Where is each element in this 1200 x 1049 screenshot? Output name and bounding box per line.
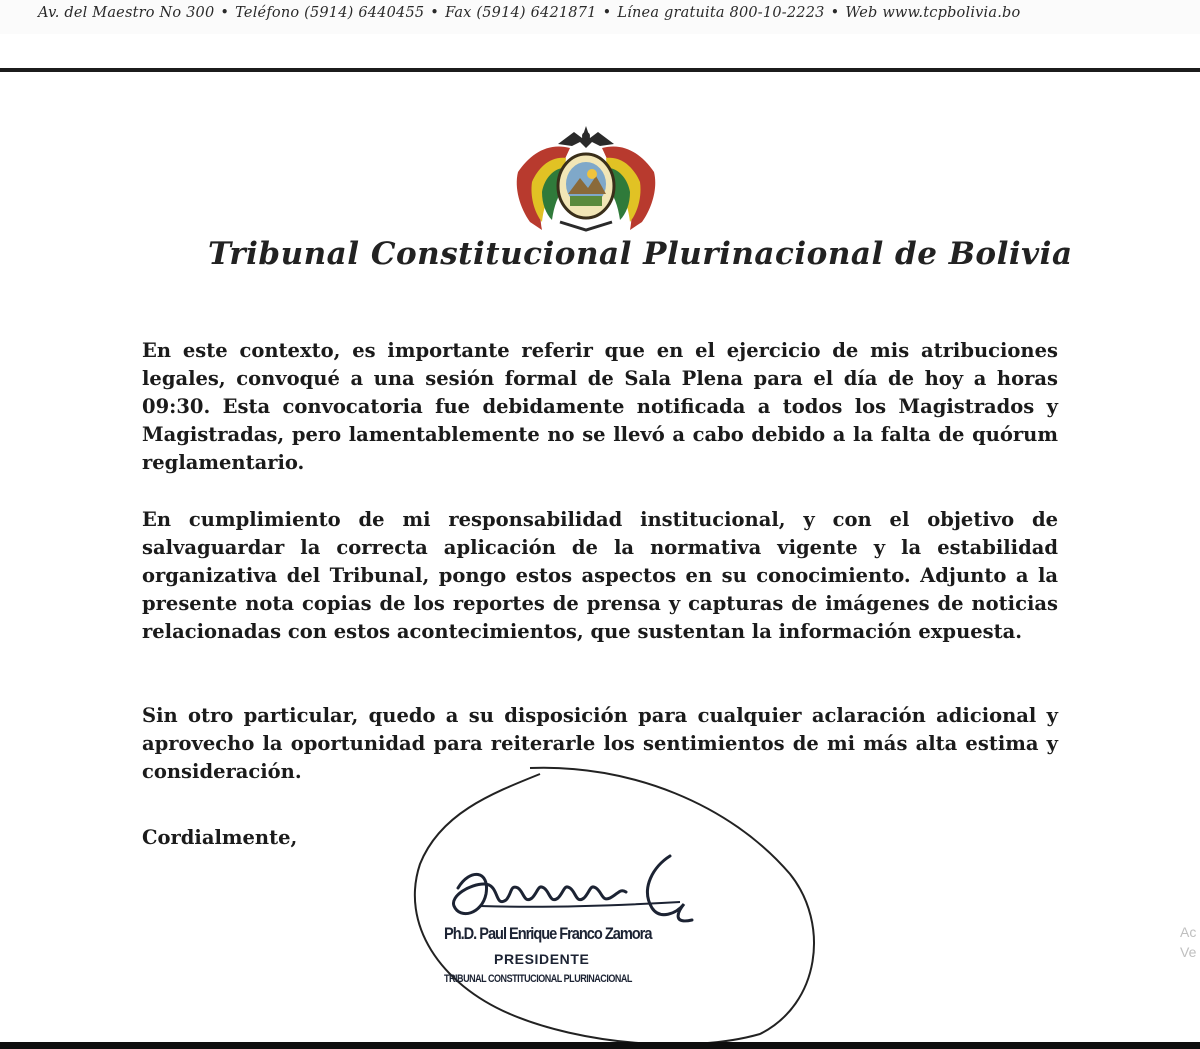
bolivia-coat-of-arms-icon — [508, 118, 664, 236]
edge-watermark-line-2: Ve — [1180, 944, 1197, 960]
separator-dot: • — [602, 5, 612, 21]
paragraph-farewell: Sin otro particular, quedo a su disposición para cualquier aclaración adicional y aprovecho la oportunidad para reiterarle los sentimientos de mi más alta estima y consideración. — [142, 704, 1058, 783]
bottom-bar — [0, 1042, 1200, 1049]
signer-organization: TRIBUNAL CONSTITUCIONAL PLURINACIONAL — [444, 973, 632, 985]
letterhead-contact-strip — [0, 0, 1200, 34]
institution-title: Tribunal Constitucional Plurinacional de Bolivia — [208, 236, 1073, 272]
separator-dot: • — [430, 5, 440, 21]
web-text: Web www.tcpbolivia.bo — [845, 5, 1021, 21]
separator-dot: • — [220, 5, 230, 21]
signer-name: Ph.D. Paul Enrique Franco Zamora — [444, 924, 652, 943]
signer-role: PRESIDENTE — [494, 951, 590, 967]
edge-watermark — [1180, 922, 1196, 962]
closing-salutation: Cordialmente, — [142, 826, 298, 849]
separator-dot: • — [830, 5, 840, 21]
paragraph-convocation: En este contexto, es importante referir que en el ejercicio de mis atribuciones legales, convoqué a una sesión formal de Sala Plena para el día de hoy a horas 09:30. Esta convocatoria fue debidamente notificada a todos los Magistrados y Magistradas, pero lamentablemente no se llevó a cabo debido a la falta de quórum reglamentario. — [142, 339, 1058, 474]
address-text: Av. del Maestro No 300 — [38, 5, 215, 21]
handwritten-signature — [440, 848, 720, 928]
toll-free-text: Línea gratuita 800-10-2223 — [617, 5, 825, 21]
fax-text: Fax (5914) 6421871 — [445, 5, 597, 21]
letterhead-contact-text — [38, 5, 1020, 21]
edge-watermark-line-1: Ac — [1180, 924, 1197, 940]
phone-text: Teléfono (5914) 6440455 — [235, 5, 425, 21]
paragraph-responsibility: En cumplimiento de mi responsabilidad institucional, y con el objetivo de salvaguardar la correcta aplicación de la normativa vigente y la estabilidad organizativa del Tribunal, pongo estos aspectos en su conocimiento. Adjunto a la presente nota copias de los reportes de prensa y capturas de imágenes de noticias relacionadas con estos acontecimientos, que sustentan la información expuesta. — [142, 508, 1058, 643]
